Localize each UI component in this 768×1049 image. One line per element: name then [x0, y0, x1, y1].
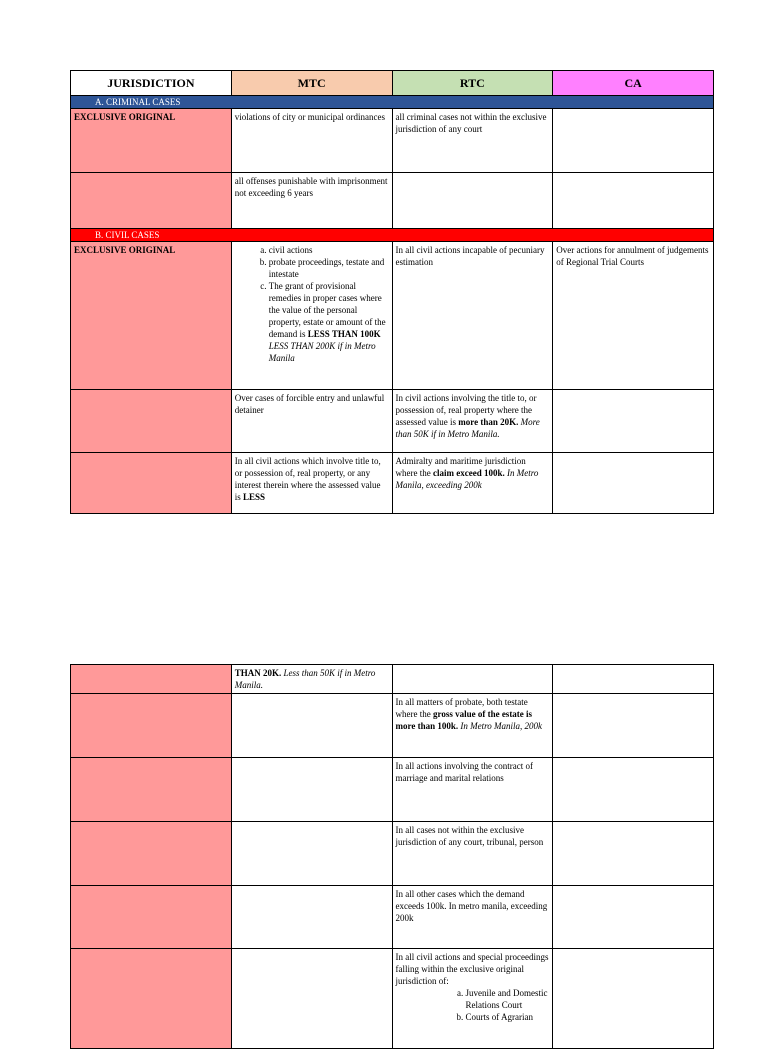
list-item [269, 280, 389, 364]
rtc-cell: In all cases not within the exclusive jurisdiction of any court, tribunal, person [392, 822, 553, 886]
section-civil [71, 229, 714, 242]
jurisdiction-cell [71, 949, 232, 1049]
rtc-bold: claim exceed 100k. [432, 468, 505, 478]
mtc-list [235, 244, 389, 364]
table-row [71, 453, 714, 514]
mtc-cell [231, 949, 392, 1049]
list-item-italic: LESS THAN 200K if in Metro Manila [268, 341, 376, 363]
jurisdiction-cell [71, 665, 232, 694]
mtc-cell [231, 242, 392, 390]
ca-cell [553, 665, 714, 694]
rtc-text: In all matters of probate, both testate where the [395, 697, 528, 719]
rtc-cell: In all actions involving the contract of marriage and marital relations [392, 758, 553, 822]
header-row [71, 71, 714, 96]
rtc-cell [392, 665, 553, 694]
mtc-cell [231, 665, 392, 694]
mtc-cell [231, 453, 392, 514]
jurisdiction-cell [71, 758, 232, 822]
table-row [71, 822, 714, 886]
header-mtc: MTC [231, 71, 392, 96]
mtc-cell [231, 758, 392, 822]
mtc-text: In all civil actions which involve title to, or possession of, real property, or any interest therein where the assessed value is [234, 456, 381, 502]
section-criminal-title: A. CRIMINAL CASES [71, 96, 714, 109]
jurisdiction-cell: EXCLUSIVE ORIGINAL [71, 242, 232, 390]
rtc-text: In civil actions involving the title to, or possession of, real property where the assessed value is [395, 393, 537, 427]
header-jurisdiction: JURISDICTION [71, 71, 232, 96]
jurisdiction-cell [71, 886, 232, 949]
rtc-italic: In Metro Manila, exceeding 200k [395, 468, 539, 490]
rtc-cell [392, 949, 553, 1049]
rtc-bold: more than 20K. [458, 417, 519, 427]
ca-cell [553, 390, 714, 453]
ca-cell [553, 822, 714, 886]
jurisdiction-cell [71, 173, 232, 229]
ca-cell [553, 242, 714, 390]
jurisdiction-cell [71, 390, 232, 453]
table-row [71, 949, 714, 1049]
rtc-list [396, 987, 550, 1023]
table-row [71, 758, 714, 822]
list-item: b. probate proceedings, testate and intestate [269, 256, 389, 280]
jurisdiction-table-continued [70, 664, 714, 1049]
mtc-cell: Over cases of forcible entry and unlawful detainer [231, 390, 392, 453]
rtc-cell: all criminal cases not within the exclusive jurisdiction of any court [392, 109, 553, 173]
rtc-cell [392, 694, 553, 758]
jurisdiction-cell [71, 694, 232, 758]
header-ca: CA [553, 71, 714, 96]
rtc-cell: In all civil actions incapable of pecuniary estimation [392, 242, 553, 390]
mtc-cell: all offenses punishable with imprisonment not exceeding 6 years [231, 173, 392, 229]
ca-cell [553, 758, 714, 822]
rtc-bold: gross value of the estate is more than 100k. [395, 709, 533, 731]
ca-cell [553, 949, 714, 1049]
ca-cell [553, 453, 714, 514]
table-row [71, 390, 714, 453]
table-row [71, 665, 714, 694]
header-rtc: RTC [392, 71, 553, 96]
rtc-cell: In all other cases which the demand exceeds 100k. In metro manila, exceeding 200k [392, 886, 553, 949]
table-row [71, 109, 714, 173]
ca-cell [553, 109, 714, 173]
section-criminal [71, 96, 714, 109]
rtc-italic: More than 50K if in Metro Manila. [395, 417, 540, 439]
table-row [71, 242, 714, 390]
list-item-bold: LESS THAN 100K [307, 329, 381, 339]
mtc-cell [231, 886, 392, 949]
rtc-italic: In Metro Manila, 200k [458, 721, 542, 731]
list-item: a. Juvenile and Domestic Relations Court [466, 987, 550, 1011]
ca-cell [553, 886, 714, 949]
rtc-cell [392, 453, 553, 514]
ca-cell [553, 173, 714, 229]
section-civil-title: B. CIVIL CASES [71, 229, 714, 242]
ca-text: Over actions for annulment of judgements of Regional Trial Courts [556, 245, 709, 267]
mtc-cell [231, 694, 392, 758]
list-item: b. Courts of Agrarian [466, 1011, 550, 1023]
mtc-italic: Less than 50K if in Metro Manila. [234, 668, 376, 690]
ca-cell [553, 694, 714, 758]
list-item: a. civil actions [269, 244, 389, 256]
rtc-cell [392, 390, 553, 453]
rtc-text: Admiralty and maritime jurisdiction where the [395, 456, 526, 478]
jurisdiction-cell [71, 453, 232, 514]
jurisdiction-cell [71, 822, 232, 886]
table-row [71, 694, 714, 758]
mtc-cell [231, 822, 392, 886]
mtc-cell: violations of city or municipal ordinances [231, 109, 392, 173]
mtc-bold: THAN 20K. [234, 668, 282, 678]
mtc-bold: LESS [243, 492, 266, 502]
rtc-cell [392, 173, 553, 229]
jurisdiction-cell: EXCLUSIVE ORIGINAL [71, 109, 232, 173]
rtc-text: In all civil actions and special proceedings falling within the exclusive original jurisdiction of: [395, 952, 549, 986]
table-row [71, 886, 714, 949]
jurisdiction-table [70, 70, 714, 514]
list-item-text: The grant of provisional remedies in proper cases where the value of the personal property, estate or amount of the demand is [268, 281, 386, 339]
table-row [71, 173, 714, 229]
